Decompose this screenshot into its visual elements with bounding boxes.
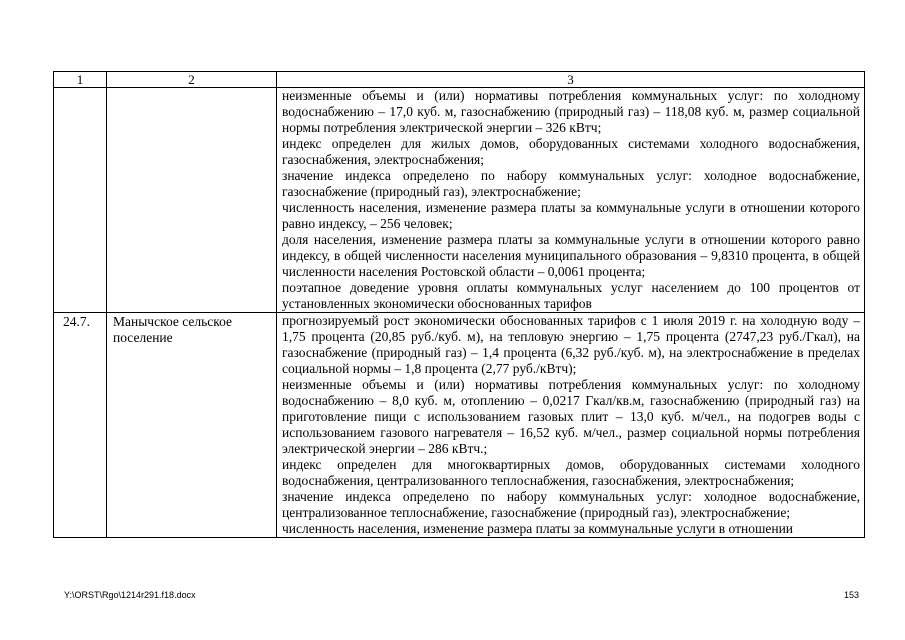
paragraph: неизменные объемы и (или) нормативы потребления коммунальных услуг: по холодному водоснабжению – 8,0 куб. м, отоплению – 0,0217 Гкал/кв.м, газоснабжению (природный газ) на приготовление пищи с использованием газовых плит – 13,0 куб. м/чел., на подогрев воды с использованием газового нагревателя – 16,52 куб. м/чел., размер социальной нормы потребления электрической энергии – 286 кВтч.; <box>282 377 860 456</box>
page-number: 153 <box>843 590 859 600</box>
municipality-name <box>107 88 277 313</box>
table-header-row <box>54 72 865 88</box>
paragraph: неизменные объемы и (или) нормативы потребления коммунальных услуг: по холодному водоснабжению – 17,0 куб. м, газоснабжению (природный газ) – 118,08 куб. м, размер социальной нормы потребления электрической энергии – 326 кВтч; <box>282 88 860 135</box>
paragraph: численность населения, изменение размера платы за коммунальные услуги в отношении <box>282 521 794 536</box>
paragraph: индекс определен для жилых домов, оборудованных системами холодного водоснабжения, газоснабжения, электроснабжения; <box>282 136 860 167</box>
document-table <box>53 71 865 538</box>
table-row <box>54 313 865 538</box>
municipality-name: Манычское сельское поселение <box>107 313 277 538</box>
footer-file-path: Y:\ORST\Rgo\1214r291.f18.docx <box>64 590 196 600</box>
paragraph: поэтапное доведение уровня оплаты коммунальных услуг населением до 100 процентов от установленных экономически обоснованных тарифов <box>282 280 860 311</box>
paragraph: индекс определен для многоквартирных домов, оборудованных системами холодного водоснабжения, централизованного теплоснабжения, газоснабжения, электроснабжения; <box>282 457 860 488</box>
paragraph: численность населения, изменение размера платы за коммунальные услуги в отношении которого равно индексу, – 256 человек; <box>282 200 860 231</box>
header-cell-3: 3 <box>277 72 865 88</box>
header-cell-1: 1 <box>54 72 107 88</box>
paragraph: значение индекса определено по набору коммунальных услуг: холодное водоснабжение, централизованное теплоснабжение, газоснабжение (природный газ), электроснабжение; <box>282 489 860 520</box>
row-number <box>54 88 107 313</box>
paragraph: прогнозируемый рост экономически обоснованных тарифов с 1 июля 2019 г. на холодную воду – 1,75 процента (20,85 руб./куб. м), на тепловую энергию – 1,75 процента (2747,23 руб./Гкал), на газоснабжение (природный газ) – 1,4 процента (6,32 руб./куб. м), на электроснабжение в пределах социальной нормы – 1,8 процента (2,77 руб./кВтч); <box>282 313 860 376</box>
row-text <box>277 313 865 538</box>
row-number: 24.7. <box>54 313 107 538</box>
paragraph: доля населения, изменение размера платы за коммунальные услуги в отношении которого равно индексу, в общей численности населения муниципального образования – 9,8310 процента, в общей численности населения Ростовской области – 0,0061 процента; <box>282 232 860 279</box>
table-row <box>54 88 865 313</box>
row-text <box>277 88 865 313</box>
header-cell-2: 2 <box>107 72 277 88</box>
paragraph: значение индекса определено по набору коммунальных услуг: холодное водоснабжение, газоснабжение (природный газ), электроснабжение; <box>282 168 860 199</box>
